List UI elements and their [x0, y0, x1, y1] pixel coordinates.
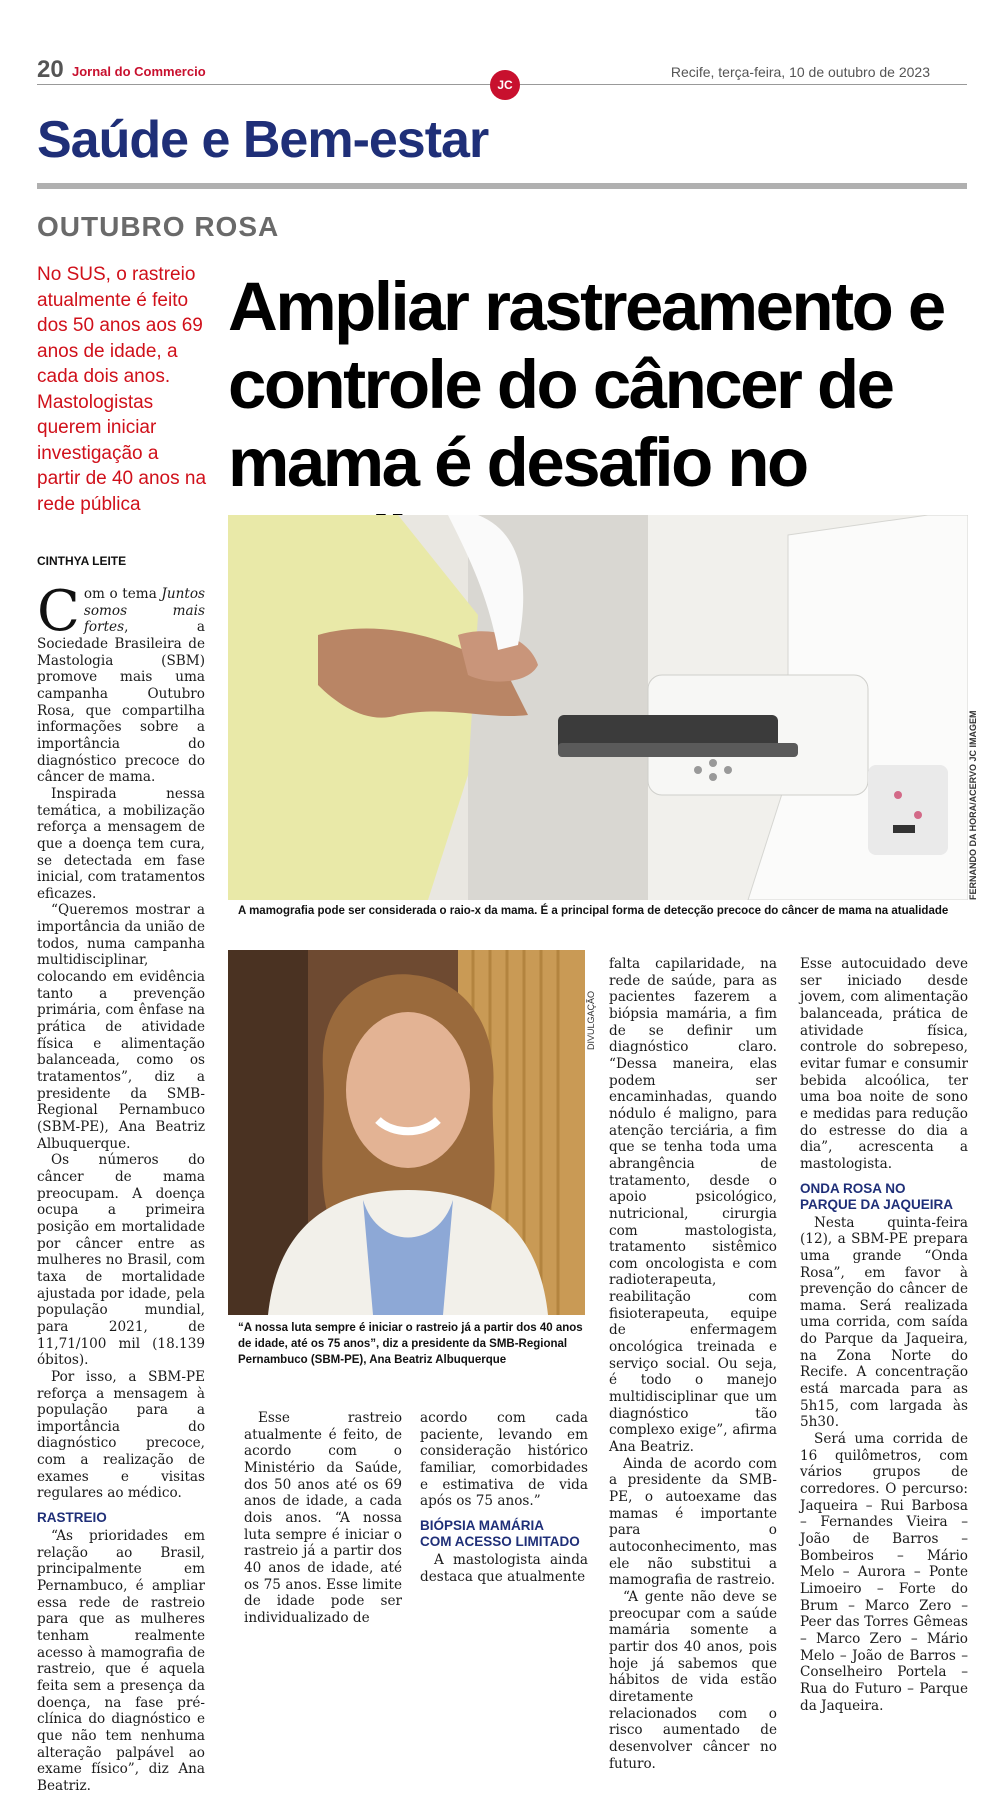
- paragraph: falta capilaridade, na rede de saúde, para as pacientes fazerem a biópsia mamária, a fim de se definir um diagnóstico claro. “Dessa maneira, elas podem ser encaminhadas, quando nódulo é maligno, para atenção terciária, a fim que se tenha toda uma abrangência de tratamento, desde o apoio psicológico, nutricional, cirurgia com mastologista, tratamento sistêmico com oncologista e com radioterapeuta, reabilitação com fisioterapeuta, equipe de enfermagem oncológica treinada e serviço social. Ou seja, é todo o manejo multidisciplinar que um diagnóstico tão complexo exige”, afirma Ana Beatriz.: [609, 956, 777, 1456]
- mammography-illustration: [228, 515, 968, 900]
- portrait-photo-caption: “A nossa luta sempre é iniciar o rastreio já a partir dos 40 anos de idade, até os 75 anos”, diz a presidente da SMB-Regional Pernambuco (SBM-PE), Ana Beatriz Albuquerque: [238, 1322, 583, 1366]
- article-dek: No SUS, o rastreio atualmente é feito dos 50 anos aos 69 anos de idade, a cada dois anos. Mastologistas querem iniciar investigação a partir de 40 anos na rede pública: [37, 264, 207, 515]
- subhead-onda-rosa: [800, 1181, 968, 1213]
- portrait-photo-credit: DIVULGAÇÃO: [586, 990, 596, 1050]
- portrait-photo: [228, 950, 585, 1315]
- article-column-4: [609, 956, 777, 1772]
- mammography-photo: [228, 515, 968, 900]
- paragraph: Ainda de acordo com a presidente da SMB-PE, o autoexame das mamas é importante para o autoconhecimento, mas ele não substitui a mamografia de rastreio.: [609, 1455, 777, 1589]
- paragraph: “Queremos mostrar a importância da união de todos, numa campanha multidisciplinar, colocando em evidência tanto a prevenção primária, com ênfase na prática de atividade física e alimentação balanceada, como os tratamentos”, diz a presidente da SMB-Regional Pernambuco (SBM-PE), Ana Beatriz Albuquerque.: [37, 902, 205, 1152]
- text-run: om o tema: [83, 586, 162, 602]
- paragraph: “A gente não deve se preocupar com a saúde mamária somente a partir dos 40 anos, pois hoje já sabemos que hábitos de vida estão diretamente relacionados com o risco aumentado de desenvolver câncer no futuro.: [609, 1588, 777, 1772]
- byline: CINTHYA LEITE: [37, 554, 127, 568]
- article-column-2: [244, 1410, 402, 1627]
- paragraph: [37, 579, 205, 786]
- paragraph: acordo com cada paciente, levando em consideração histórico familiar, comorbidades e estimativa de vida após os 75 anos.”: [420, 1410, 588, 1510]
- article-column-3: [420, 1410, 588, 1585]
- article-headline: Ampliar rastreamento e controle do câncer de mama é desafio no: [228, 268, 944, 501]
- kicker: OUTUBRO ROSA: [37, 211, 280, 242]
- subhead-line: ONDA ROSA NO: [800, 1180, 906, 1196]
- paragraph: Inspirada nessa temática, a mobilização reforça a mensagem de que a doença tem cura, se detectada em fase inicial, com tratamentos eficazes.: [37, 785, 205, 902]
- jc-logo: JC: [490, 70, 520, 100]
- main-photo-caption: A mamografia pode ser considerada o raio-x da mama. É a principal forma de detecção precoce do câncer de mama na atualidade: [238, 905, 949, 917]
- subhead-line: PARQUE DA JAQUEIRA: [800, 1196, 954, 1212]
- campaign-theme: Juntos somos mais fortes: [83, 586, 205, 636]
- subhead-rastreio: RASTREIO: [37, 1510, 107, 1526]
- article-column-5: [800, 956, 968, 1714]
- paper-name: Jornal do Commercio: [72, 64, 206, 79]
- paragraph: Os números do câncer de mama preocupam. A doença ocupa a primeira posição em mortalidade por câncer entre as mulheres no Brasil, com taxa de mortalidade ajustada por idade, pela população mundial, para 2021, de 11,71/100 mil (18.139 óbitos).: [37, 1152, 205, 1369]
- paragraph: Será uma corrida de 16 quilômetros, com vários grupos de corredores. O percurso: Jaqueira – Rui Barbosa – Fernandes Vieira – João de Barros – Bombeiros – Mário Melo – Aurora – Ponte Limoeiro – Forte do Brum – Marco Zero – Peer das Torres Gêmeas – Marco Zero – Mário Melo – João de Barros – Conselheiro Portela – Rua do Futuro – Parque da Jaqueira.: [800, 1431, 968, 1714]
- paragraph: Por isso, a SBM-PE reforça a mensagem à população para a importância do diagnóstico precoce, com a realização de exames e visitas regulares ao médico.: [37, 1368, 205, 1502]
- paragraph: “As prioridades em relação ao Brasil, principalmente em Pernambuco, é ampliar essa rede de rastreio para que as mulheres tenham realmente acesso à mamografia de rastreio, que é aquela feita sem a presença da doença, na fase pré-clínica do diagnóstico e que não tem nenhuma alteração palpável ao exame físico”, diz Ana Beatriz.: [37, 1528, 205, 1794]
- paragraph: Esse autocuidado deve ser iniciado desde jovem, com alimentação balanceada, prática de atividade física, controle do sobrepeso, evitar fumar e consumir bebida alcoólica, ter uma boa noite de sono e medidas para redução do estresse do dia a dia”, acrescenta a mastologista.: [800, 956, 968, 1172]
- section-rule: [37, 183, 967, 189]
- subhead-line: COM ACESSO LIMITADO: [420, 1533, 580, 1549]
- subhead-line: BIÓPSIA MAMÁRIA: [420, 1517, 544, 1533]
- page-number: 20: [37, 56, 64, 83]
- portrait-illustration: [228, 950, 585, 1315]
- dateline: Recife, terça-feira, 10 de outubro de 2023: [670, 64, 930, 80]
- subhead-biopsia: [420, 1518, 588, 1550]
- paragraph: Nesta quinta-feira (12), a SBM-PE prepara uma grande “Onda Rosa”, em favor à prevenção do câncer de mama. Será realizada uma corrida, com saída do Parque da Jaqueira, na Zona Norte do Recife. A concentração está marcada para as 5h15, com largada às 5h30.: [800, 1214, 968, 1431]
- drop-cap: C: [37, 579, 80, 644]
- article-column-1: [37, 579, 205, 1795]
- paragraph: Esse rastreio atualmente é feito, de acordo com o Ministério da Saúde, dos 50 anos até os 69 anos de idade, a cada dois anos. “A nossa luta sempre é iniciar o rastreio já a partir dos 40 anos de idade, até os 75 anos. Esse limite de idade pode ser individualizado de: [244, 1410, 402, 1626]
- text-run: , a Sociedade Brasileira de Mastologia (SBM) promove mais uma campanha Outubro Rosa, que compartilha informações sobre a importância do diagnóstico precoce do câncer de mama.: [37, 619, 205, 786]
- main-photo-credit: FERNANDO DA HORA/ACERVO JC IMAGEM: [968, 710, 978, 900]
- paragraph: A mastologista ainda destaca que atualmente: [420, 1551, 588, 1585]
- section-title: Saúde e Bem-estar: [37, 111, 489, 169]
